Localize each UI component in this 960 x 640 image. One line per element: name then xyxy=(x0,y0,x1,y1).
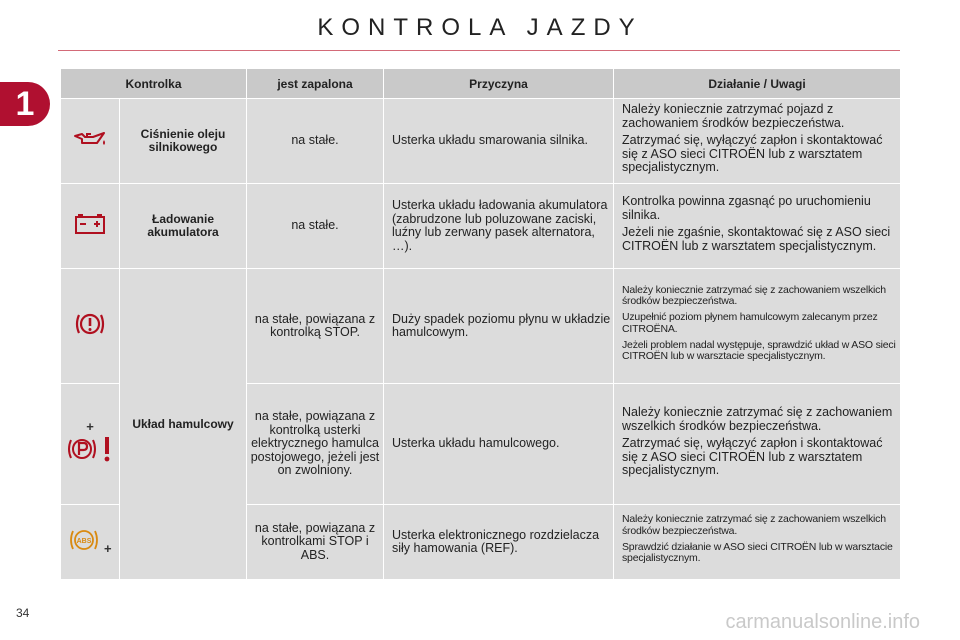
action-notes xyxy=(614,269,901,384)
action-note: Kontrolka powinna zgasnąć po uruchomieniu silnika. xyxy=(622,194,871,222)
cause: Usterka elektronicznego rozdzielacza siły hamowania (REF). xyxy=(384,505,614,580)
column-header-jest-zapalona: jest zapalona xyxy=(247,69,384,99)
warning-name: Ładowanie akumulatora xyxy=(120,184,247,269)
action-note: Jeżeli problem nadal występuje, sprawdzić układ w ASO sieci CITROËN lub w warsztacie specjalistycznym. xyxy=(622,338,896,363)
action-note: Należy koniecznie zatrzymać się z zachowaniem wszelkich środków bezpieczeństwa. xyxy=(622,283,886,307)
brake-warning-icon xyxy=(61,269,120,384)
parking-brake-fault-icon xyxy=(64,434,116,464)
lit-condition: na stałe, powiązana z kontrolką STOP. xyxy=(247,269,384,384)
table-row xyxy=(61,184,901,269)
battery-icon xyxy=(61,184,120,269)
action-note: Należy koniecznie zatrzymać się z zachowaniem wszelkich środków bezpieczeństwa. xyxy=(622,405,893,433)
oil-can-icon xyxy=(61,99,120,184)
plus-sign: + xyxy=(103,541,112,557)
warning-name: Układ hamulcowy xyxy=(120,269,247,580)
action-note: Należy koniecznie zatrzymać się z zachowaniem wszelkich środków bezpieczeństwa. xyxy=(622,513,886,537)
action-notes xyxy=(614,505,901,580)
action-note: Uzupełnić poziom płynem hamulcowym zalecanym przez CITROËNA. xyxy=(622,311,878,335)
abs-icon xyxy=(68,527,100,553)
abs-cell xyxy=(61,505,120,580)
watermark: carmanualsonline.info xyxy=(725,611,920,633)
cause: Duży spadek poziomu płynu w układzie hamulcowym. xyxy=(384,269,614,384)
column-header-kontrolka: Kontrolka xyxy=(61,69,247,99)
table-row xyxy=(61,269,901,384)
table-header-row xyxy=(61,69,901,99)
column-header-przyczyna: Przyczyna xyxy=(384,69,614,99)
action-notes xyxy=(614,99,901,184)
action-note: Sprawdzić działanie w ASO sieci CITROËN lub w warsztacie specjalistycznym. xyxy=(622,541,893,565)
lit-condition: na stałe. xyxy=(247,184,384,269)
action-note: Należy koniecznie zatrzymać pojazd z zachowaniem środków bezpieczeństwa. xyxy=(622,102,845,130)
title-divider xyxy=(58,50,900,51)
column-header-dzialanie: Działanie / Uwagi xyxy=(614,69,901,99)
page-number: 34 xyxy=(16,606,30,620)
lit-condition: na stałe, powiązana z kontrolką usterki elektrycznego hamulca postojowego, jeżeli jest on zwolniony. xyxy=(247,384,384,505)
warning-name: Ciśnienie oleju silnikowego xyxy=(120,99,247,184)
lit-condition: na stałe. xyxy=(247,99,384,184)
svg-text:ABS: ABS xyxy=(77,538,92,546)
action-notes xyxy=(614,184,901,269)
action-note: Zatrzymać się, wyłączyć zapłon i skontaktować się z ASO sieci CITROËN lub z warsztatem specjalistycznym. xyxy=(622,436,883,478)
cause: Usterka układu hamulcowego. xyxy=(384,384,614,505)
cause: Usterka układu ładowania akumulatora (zabrudzone lub poluzowane zaciski, luźny lub zerwany pasek alternatora, …). xyxy=(384,184,614,269)
plus-sign: + xyxy=(86,419,94,435)
parking-brake-fault-cell xyxy=(61,384,120,505)
table-row xyxy=(61,99,901,184)
lit-condition: na stałe, powiązana z kontrolkami STOP i ABS. xyxy=(247,505,384,580)
chapter-tab[interactable]: 1 xyxy=(0,82,50,126)
cause: Usterka układu smarowania silnika. xyxy=(384,99,614,184)
page-title: KONTROLA JAZDY xyxy=(317,14,643,41)
action-note: Jeżeli nie zgaśnie, skontaktować się z ASO sieci CITROËN lub z warsztatem specjalistycznym. xyxy=(622,225,891,253)
warning-lights-table xyxy=(60,68,901,580)
action-notes xyxy=(614,384,901,505)
action-note: Zatrzymać się, wyłączyć zapłon i skontaktować się z ASO sieci CITROËN lub z warsztatem specjalistycznym. xyxy=(622,133,883,175)
